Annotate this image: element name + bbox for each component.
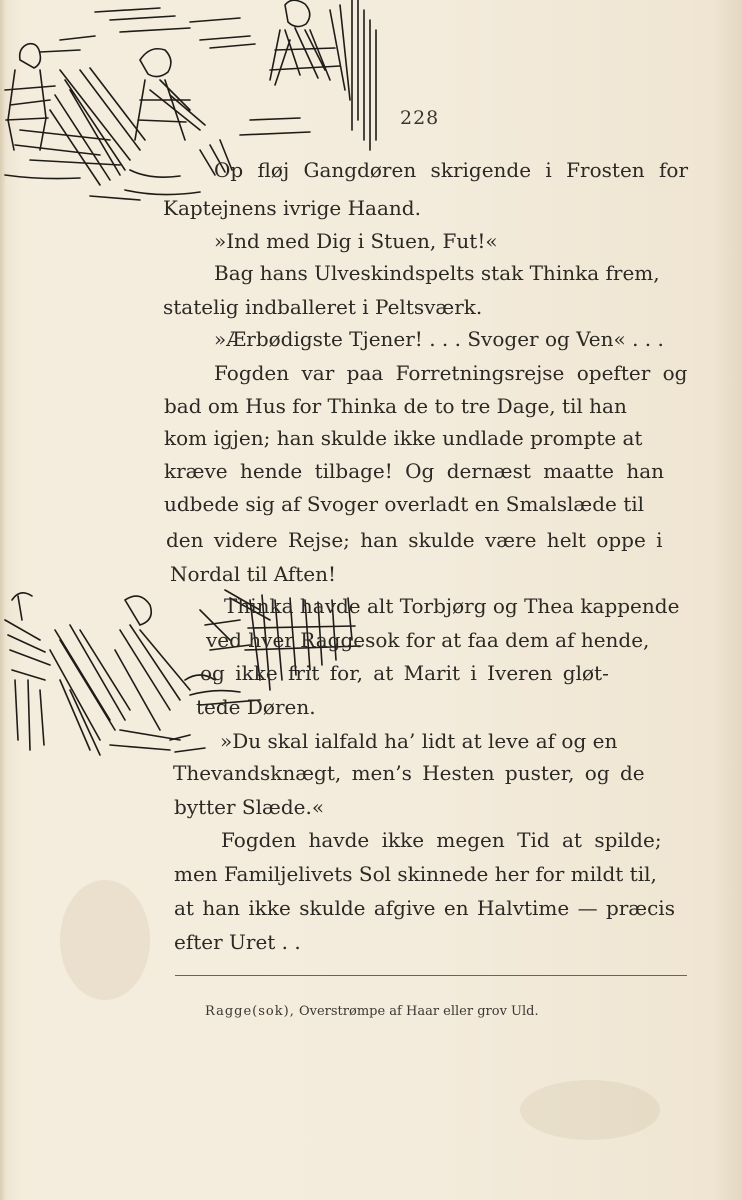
text-line: Fogden havde ikke megen Tid at spilde; [221,828,662,852]
text-line: »Du skal ialfald ha’ lidt at leve af og en [220,729,618,753]
page-number: 228 [400,107,440,129]
text-line: bad om Hus for Thinka de to tre Dage, til han [164,394,627,418]
text-line: Kaptejnens ivrige Haand. [163,196,421,220]
text-line: kræve hende tilbage! Og dernæst maatte han [164,459,665,483]
text-line: »Ind med Dig i Stuen, Fut!« [214,229,498,253]
paper-stain [520,1080,660,1140]
text-line: Thinka havde alt Torbjørg og Thea kappende [224,594,680,618]
footnote-term: Ragge(sok), [205,1004,295,1019]
text-line: den videre Rejse; han skulde være helt oppe i [166,528,663,552]
text-line: bytter Slæde.« [174,795,325,819]
text-line: statelig indballeret i Peltsværk. [163,295,483,319]
text-line: men Familjelivets Sol skinnede her for mildt til, [174,862,657,886]
text-line: efter Uret . . [174,930,301,954]
text-line: tede Døren. [196,695,316,719]
text-line: Op fløj Gangdøren skrigende i Frosten for [214,158,689,182]
text-line: ved hver Raggesok for at faa dem af hende, [206,628,650,652]
footnote [205,1004,539,1019]
footnote-definition: Overstrømpe af Haar eller grov Uld. [298,1004,539,1019]
footnote-divider [175,975,687,976]
text-line: Thevandsknægt, men’s Hesten puster, og de [173,761,645,785]
text-line: kom igjen; han skulde ikke undlade prompte at [164,426,643,450]
paper-stain [60,880,150,1000]
text-line: Bag hans Ulveskindspelts stak Thinka frem, [214,261,660,285]
text-line: at han ikke skulde afgive en Halvtime — præcis [174,896,675,920]
text-line: udbede sig af Svoger overladt en Smalslæde til [164,492,645,516]
text-line: Nordal til Aften! [170,562,337,586]
text-line: og ikke frit for, at Marit i Iveren gløt- [200,661,609,685]
text-line: »Ærbødigste Tjener! . . . Svoger og Ven« . . . [214,327,664,351]
text-line: Fogden var paa Forretningsrejse opefter og [214,361,688,385]
